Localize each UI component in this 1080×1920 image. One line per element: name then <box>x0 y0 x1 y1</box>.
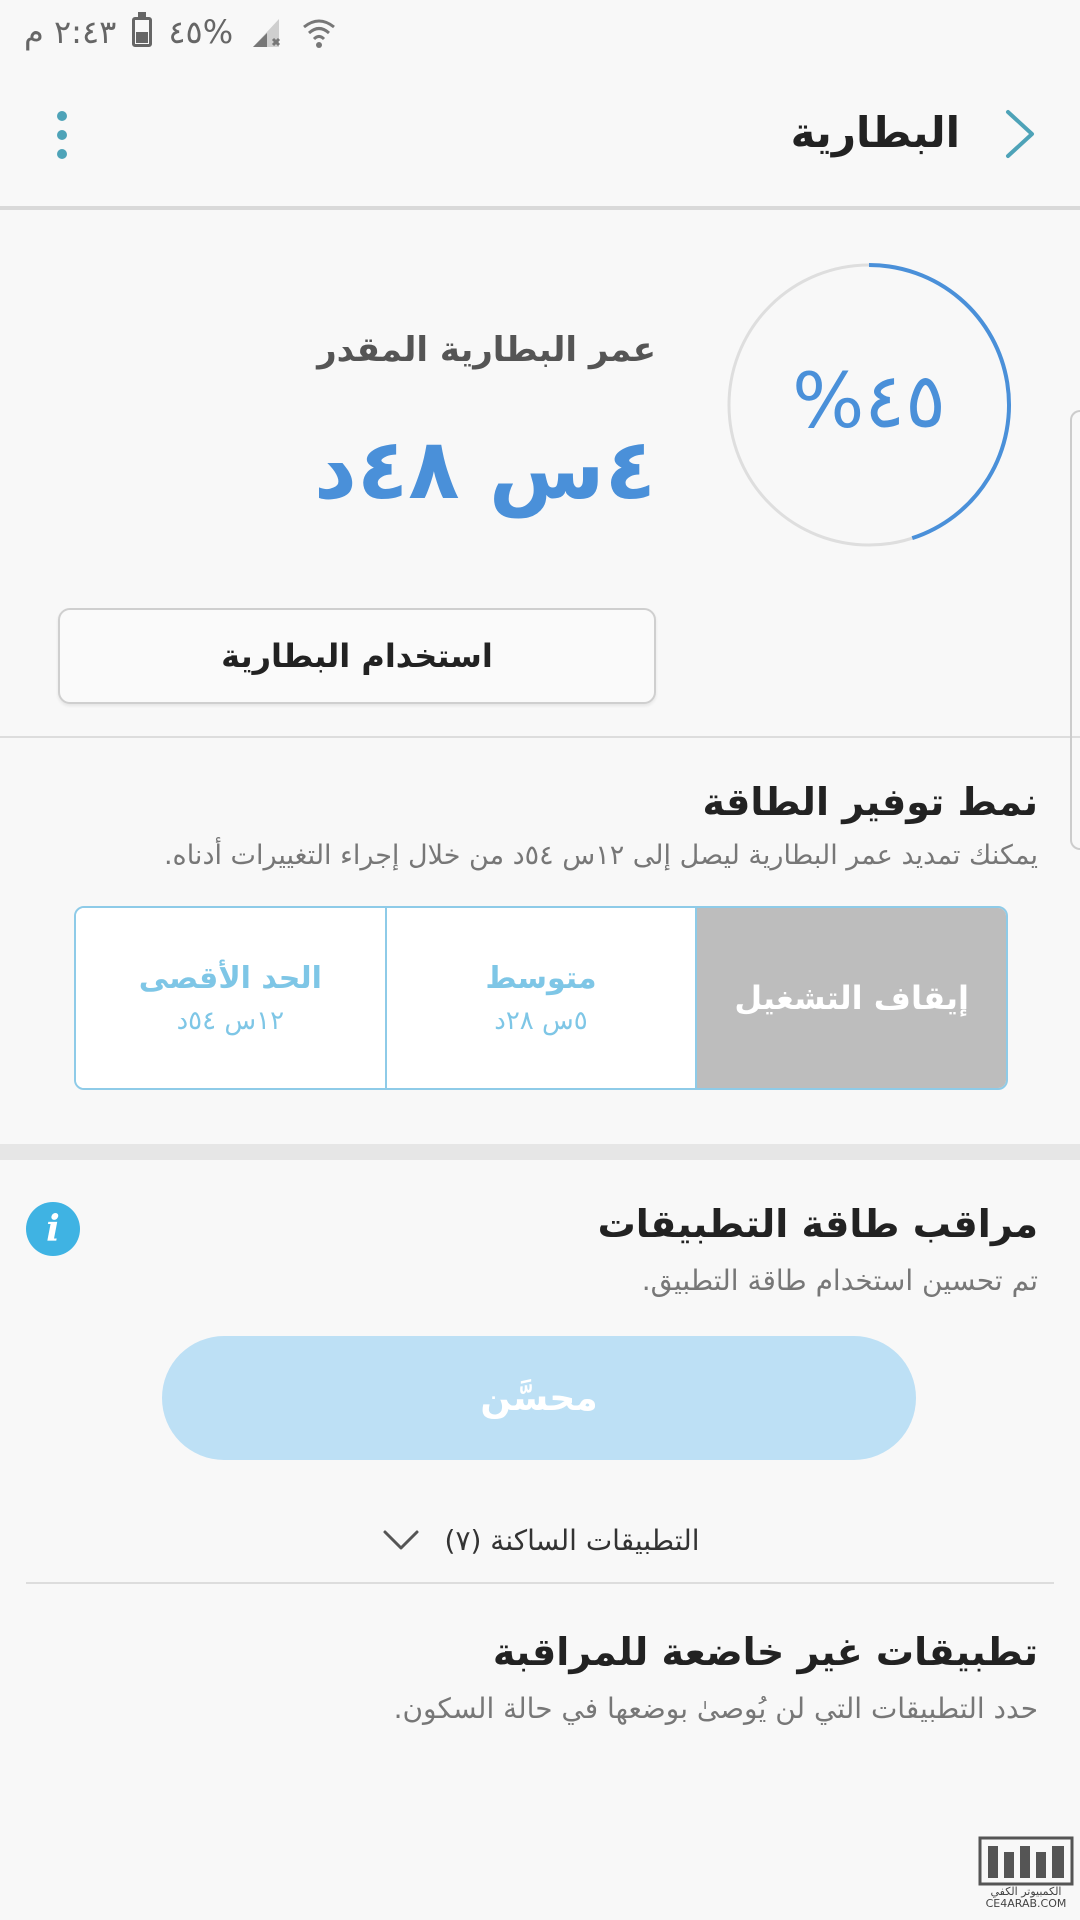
optimized-button[interactable]: محسَّن <box>162 1336 916 1460</box>
watermark-arabic: الكمبيوتر الكفي <box>990 1885 1062 1898</box>
signal-icon <box>249 15 285 49</box>
divider <box>0 736 1080 738</box>
unmonitored-apps-title: تطبيقات غير خاضعة للمراقبة <box>492 1630 1038 1674</box>
info-icon[interactable]: i <box>26 1202 80 1256</box>
app-bar <box>0 64 1080 210</box>
battery-level-text: ٤٥% <box>792 356 946 445</box>
page-title: البطارية <box>790 108 960 157</box>
status-bar <box>0 0 1080 64</box>
battery-summary <box>0 210 1080 736</box>
mode-time: ٥س ٢٨د <box>494 1005 588 1036</box>
app-power-monitor-section <box>0 1160 1080 1580</box>
power-saving-description: يمكنك تمديد عمر البطارية ليصل إلى ١٢س ٥٤د من خلال إجراء التغييرات أدناه. <box>163 840 1038 871</box>
sleeping-apps-toggle[interactable] <box>0 1510 1080 1570</box>
mode-name: متوسط <box>485 960 597 996</box>
mode-time: ١٢س ٥٤د <box>176 1005 285 1036</box>
more-options-button[interactable] <box>52 110 72 160</box>
watermark-logo-icon <box>978 1836 1074 1886</box>
status-battery-percent: ٤٥% <box>168 13 234 51</box>
power-saving-section <box>0 740 1080 1144</box>
section-separator <box>0 1144 1080 1160</box>
wifi-icon <box>301 15 337 49</box>
watermark-logo <box>976 1836 1076 1916</box>
battery-level-ring <box>724 260 1014 550</box>
unmonitored-apps-section[interactable] <box>0 1584 1080 1764</box>
unmonitored-apps-description: حدد التطبيقات التي لن يُوصىٰ بوضعها في حالة السكون. <box>393 1692 1038 1725</box>
sleeping-apps-label: التطبيقات الساكنة (٧) <box>444 1523 700 1557</box>
mode-option-medium[interactable] <box>385 908 696 1088</box>
status-time: ٢:٤٣ م <box>24 13 117 51</box>
estimated-life-value: ٤س ٤٨د <box>313 420 656 518</box>
app-monitor-description: تم تحسين استخدام طاقة التطبيق. <box>641 1264 1038 1297</box>
back-button[interactable] <box>994 104 1044 164</box>
mode-name: إيقاف التشغيل <box>734 979 969 1017</box>
watermark-english: CE4ARAB.COM <box>985 1897 1067 1910</box>
estimated-life-label: عمر البطارية المقدر <box>317 330 656 370</box>
battery-icon <box>132 17 152 47</box>
mode-option-max[interactable] <box>76 908 385 1088</box>
chevron-down-icon <box>381 1528 421 1552</box>
power-mode-selector <box>74 906 1008 1090</box>
power-saving-title: نمط توفير الطاقة <box>702 780 1038 824</box>
battery-usage-button[interactable]: استخدام البطارية <box>58 608 656 704</box>
mode-name: الحد الأقصى <box>138 960 322 996</box>
app-monitor-title: مراقب طاقة التطبيقات <box>597 1202 1038 1246</box>
mode-option-off[interactable] <box>695 908 1006 1088</box>
